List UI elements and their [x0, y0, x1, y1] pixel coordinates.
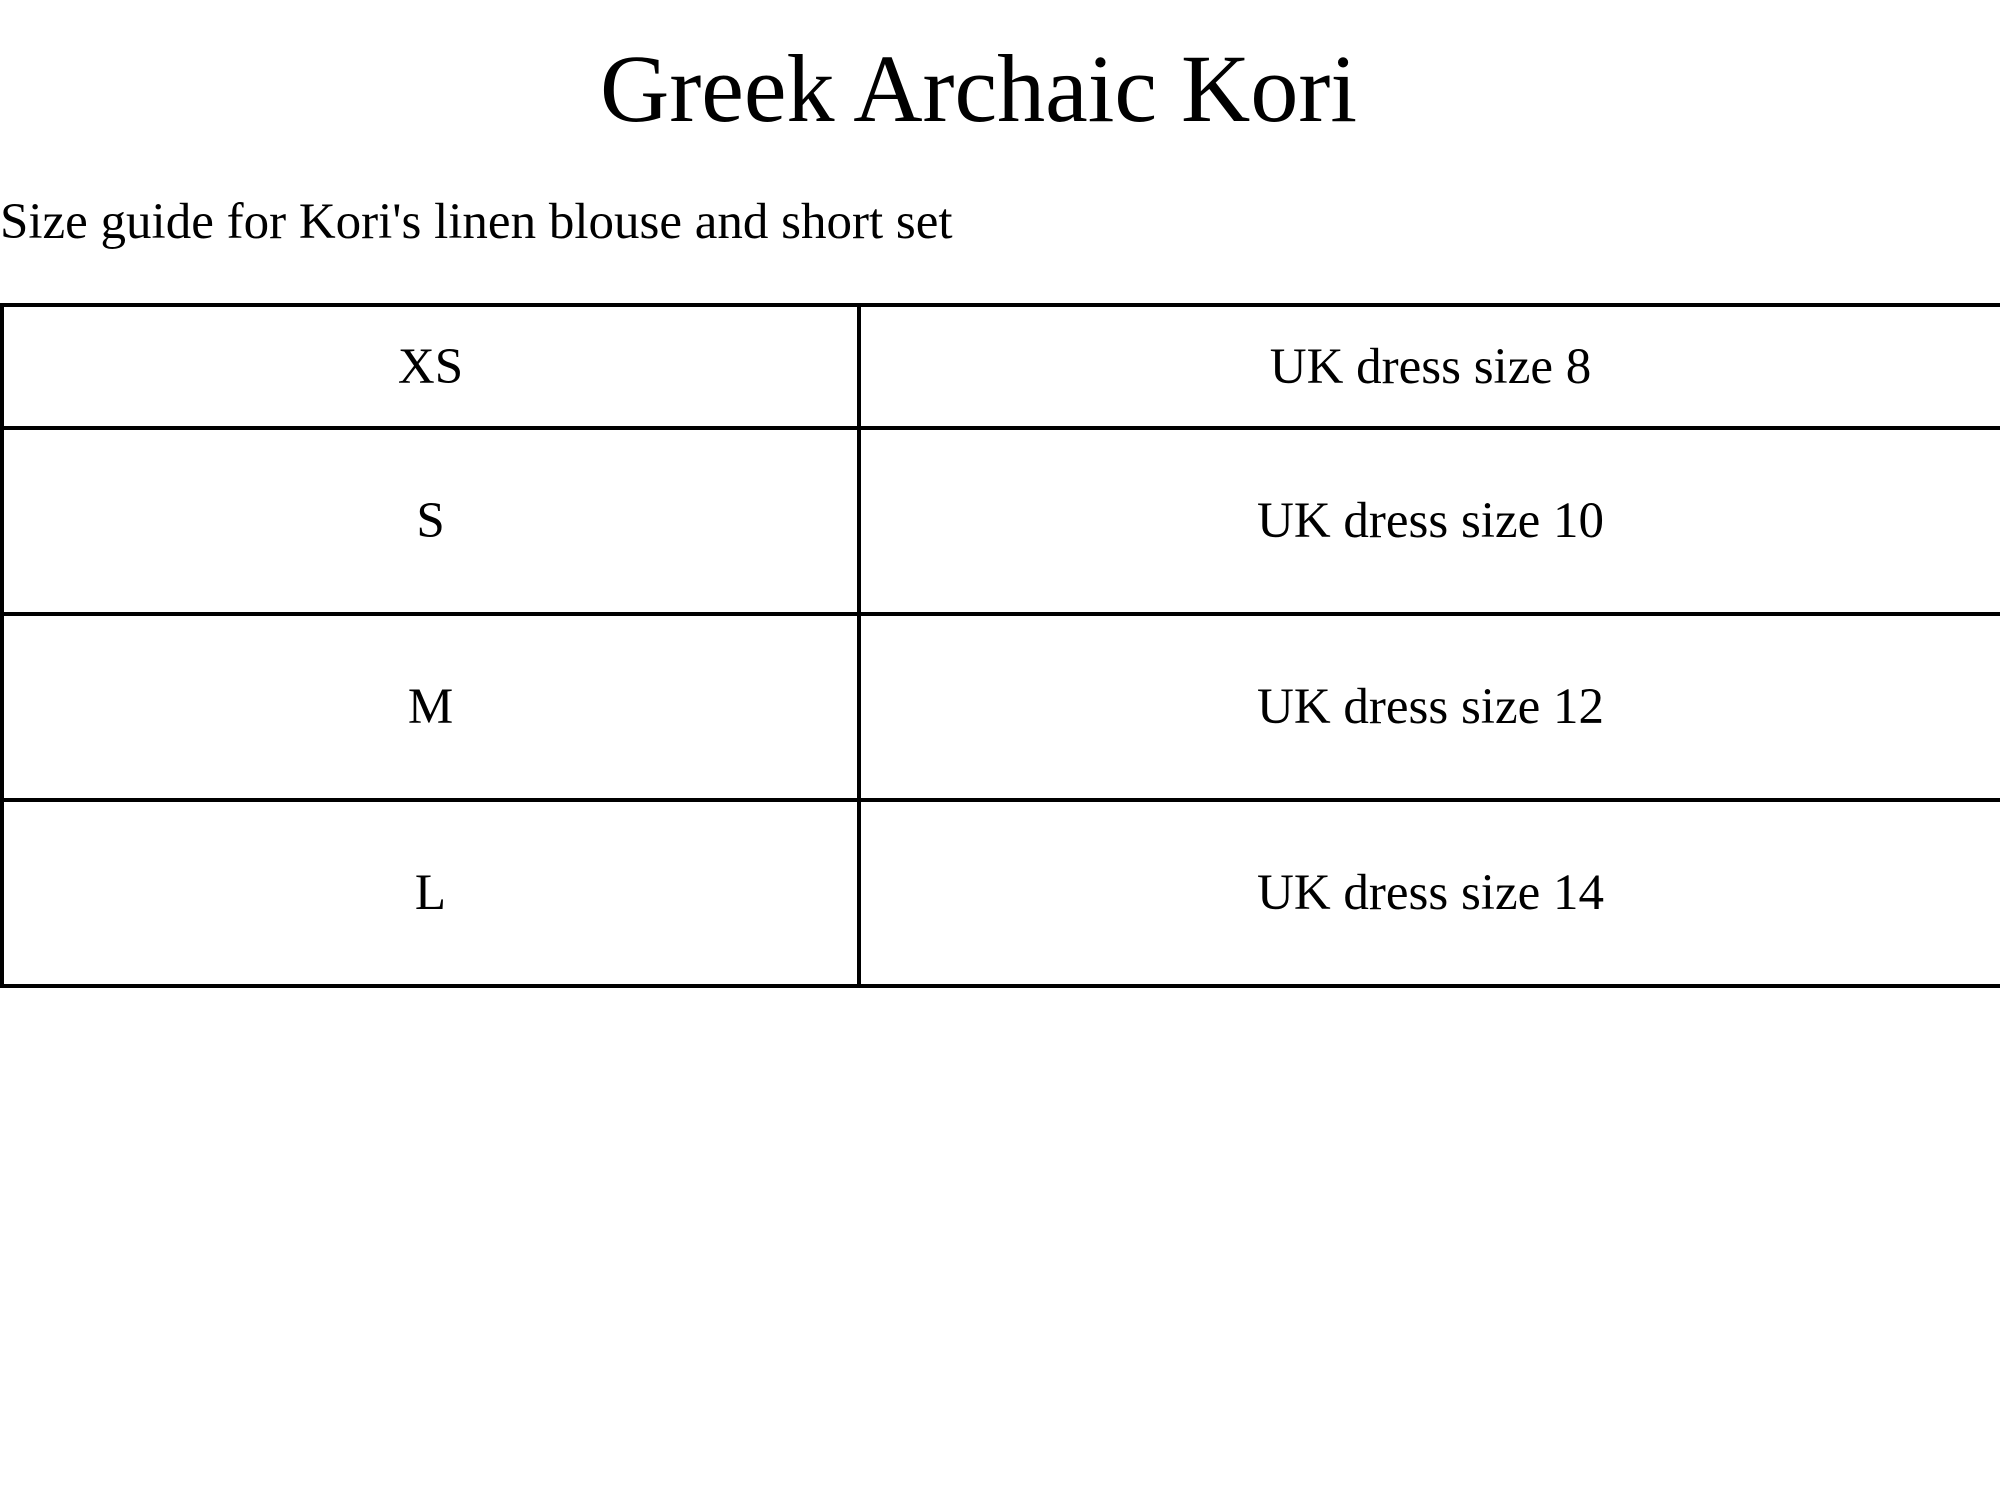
size-cell: XS — [2, 305, 859, 428]
size-cell: L — [2, 800, 859, 986]
uk-size-cell: UK dress size 10 — [859, 428, 2000, 614]
table-row — [2, 428, 2000, 614]
uk-size-cell: UK dress size 14 — [859, 800, 2000, 986]
table-row — [2, 305, 2000, 428]
table-row — [2, 800, 2000, 986]
page-subtitle: Size guide for Kori's linen blouse and short set — [0, 194, 953, 250]
size-guide-table — [0, 303, 2000, 988]
uk-size-cell: UK dress size 12 — [859, 614, 2000, 800]
table-row — [2, 614, 2000, 800]
size-cell: M — [2, 614, 859, 800]
uk-size-cell: UK dress size 8 — [859, 305, 2000, 428]
page-title: Greek Archaic Kori — [600, 35, 1357, 142]
size-cell: S — [2, 428, 859, 614]
